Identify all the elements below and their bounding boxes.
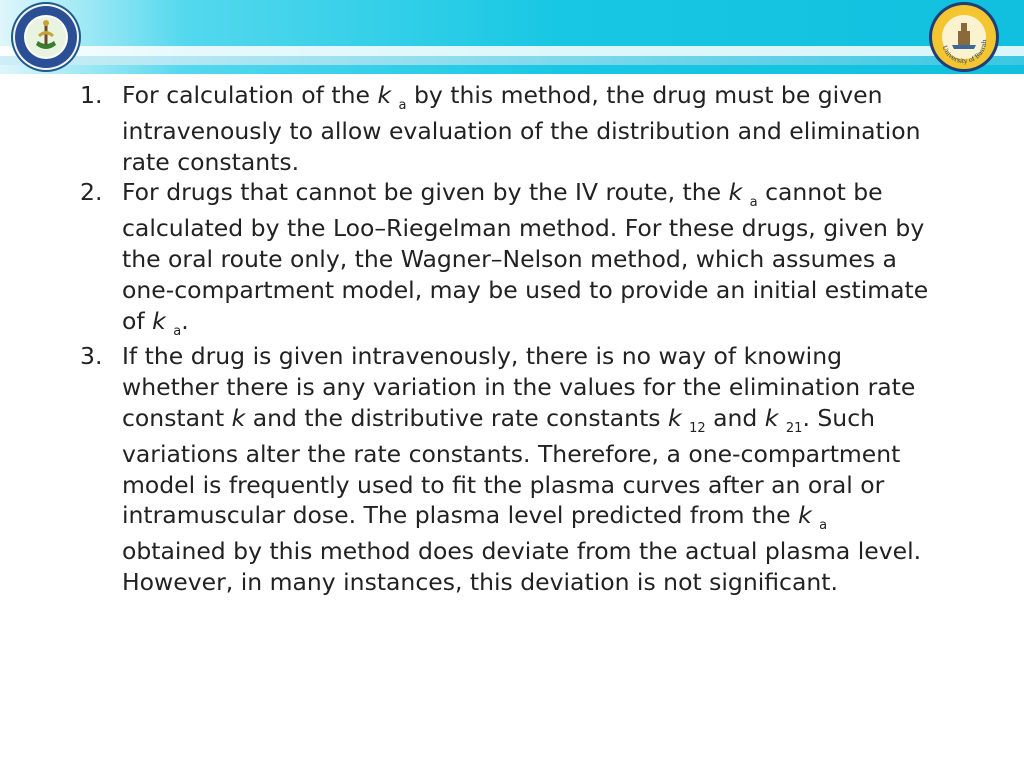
list-number: 3.: [80, 342, 103, 371]
list-item: [74, 80, 934, 177]
symbol-k: k: [668, 403, 682, 432]
list-text: [122, 341, 934, 597]
slide-body: [74, 80, 934, 598]
subscript-12: 12: [689, 420, 706, 436]
header-lower-band: [0, 56, 1024, 65]
text-segment: obtained by this method does deviate from the actual plasma level. However, in many instances, this deviation is not significant.: [122, 537, 922, 596]
symbol-k: k: [377, 81, 392, 109]
symbol-k: k: [231, 403, 246, 432]
text-segment: For drugs that cannot be given by the IV route, the: [122, 178, 729, 207]
symbol-k: k: [798, 501, 812, 530]
text-segment: .: [181, 306, 189, 335]
subscript-a: a: [173, 323, 182, 339]
list-number: 1.: [80, 81, 103, 109]
text-segment: For calculation of the: [122, 81, 378, 109]
symbol-k: k: [764, 403, 779, 432]
list-number: 2.: [80, 178, 103, 207]
text-segment: cannot be calculated by the Loo–Riegelman method. For these drugs, given by the oral route only, the Wagner–Nelson method, which assumes a one-compartment model, may be used to provide an initial estimate of: [122, 178, 929, 335]
text-segment: If the drug is given intravenously, there is no way of knowing whether there is any variation in the values for the elimination rate constant: [122, 342, 916, 432]
header-white-band: [0, 46, 1024, 56]
numbered-list: [74, 80, 934, 598]
list-item: [74, 341, 934, 597]
university-of-basrah-logo-text: University of Basrah: [940, 39, 989, 66]
subscript-21: 21: [785, 420, 803, 436]
header-bar: [0, 0, 1024, 74]
symbol-k: k: [728, 178, 743, 207]
list-text: [122, 177, 934, 341]
list-item: [74, 177, 934, 341]
text-segment: and: [705, 403, 765, 432]
university-seal-logo: [10, 1, 82, 73]
university-of-basrah-logo: [928, 1, 1000, 73]
list-text: [122, 80, 934, 177]
text-segment: and the distributive rate constants: [245, 403, 668, 432]
text-segment: . Such variations alter the rate constants. Therefore, a one-compartment model is frequently used to fit the plasma curves after an oral or intramuscular dose. The plasma level predicted from the: [122, 403, 901, 530]
symbol-k: k: [152, 306, 166, 335]
subscript-a: a: [749, 195, 758, 211]
subscript-a: a: [819, 518, 828, 534]
subscript-a: a: [398, 98, 407, 113]
text-segment: by this method, the drug must be given intravenously to allow evaluation of the distribution and elimination rate constants.: [122, 81, 921, 176]
